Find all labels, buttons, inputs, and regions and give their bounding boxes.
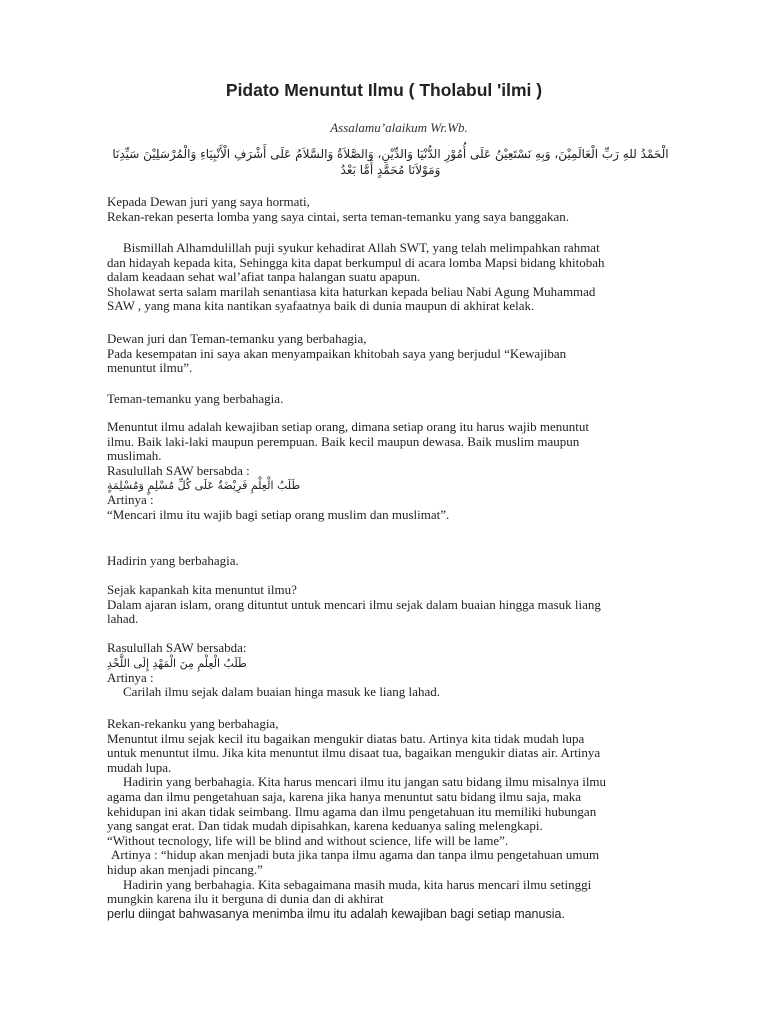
text-line: Rekan-rekanku yang berbahagia, <box>107 716 279 731</box>
text-line: Teman-temanku yang berbahagia. <box>107 391 284 406</box>
greeting-salam: Assalamu’alaikum Wr.Wb. <box>330 120 468 135</box>
text-line: mudah lupa. <box>107 759 172 775</box>
text-line: Dewan juri dan Teman-temanku yang berbahagia, <box>107 331 367 346</box>
text-line: Sholawat serta salam marilah senantiasa kita haturkan kepada beliau Nabi Agung Muhammad <box>107 283 596 299</box>
paragraph-obligation <box>107 420 672 523</box>
paragraph-address <box>107 554 672 569</box>
text-line: Rekan-rekan peserta lomba yang saya cintai, serta teman-temanku yang saya banggakan. <box>107 208 570 224</box>
text-line: menuntut ilmu”. <box>107 360 193 376</box>
text-line: hidup akan menjadi pincang.” <box>107 861 263 877</box>
paragraph-opening <box>107 241 672 314</box>
text-line: Hadirin yang berbahagia. <box>107 553 239 568</box>
text-line: Artinya : <box>107 669 154 685</box>
text-line: kehidupan ini akan tidak seimbang. Ilmu agama dan ilmu pengetahuan itu memiliki hubungan <box>107 803 597 819</box>
hadith-arabic: طَلَبُ الْعِلْمِ فَرِيْضَةٌ عَلَى كُلِّ مُسْلِمٍ وَمُسْلِمَةٍ <box>107 479 301 493</box>
text-line: untuk menuntut ilmu. Jika kita menuntut ilmu disaat tua, bagaikan mengukir diatas air. Artinya <box>107 745 601 761</box>
arabic-opening: الْحَمْدُ للهِ رَبِّ الْعَالَمِيْنَ، وَبِهِ نَسْتَعِيْنُ عَلَى أُمُوْرِ الدُّنْيَا وَالدِّيْنِ، وَالصَّلاَةُ وَالسَّلاَمُ عَلَى أَشْرَفِ الْأَنْبِيَاءِ وَالْمُرْسَلِيْنَ سَيِّدِنَا وَمَوْلاَنَا مُحَمَّدٍ أَمَّا بَعْدُ <box>112 147 669 177</box>
text-line: perlu diingat bahwasanya menimba ilmu itu adalah kewajiban bagi setiap manusia. <box>107 906 565 921</box>
paragraph-question <box>107 583 672 627</box>
paragraph-address <box>107 392 672 407</box>
text-line: SAW , yang mana kita nantikan syafaatnya baik di dunia maupun di akhirat kelak. <box>107 298 535 314</box>
text-line: Hadirin yang berbahagia. Kita sebagaimana masih muda, kita harus mencari ilmu setinggi <box>123 876 592 892</box>
text-line: Menuntut ilmu sejak kecil itu bagaikan mengukir diatas batu. Artinya kita tidak mudah lupa <box>107 730 585 746</box>
text-line: Rasulullah SAW bersabda: <box>107 640 247 655</box>
text-line: Carilah ilmu sejak dalam buaian hinga masuk ke liang lahad. <box>123 684 440 700</box>
text-line: dan hidayah kepada kita, Sehingga kita dapat berkumpul di acara lomba Mapsi bidang khitobah <box>107 254 605 270</box>
text-line: dalam keadaan sehat wal’afiat tanpa halangan suatu apapun. <box>107 269 421 285</box>
text-line: Artinya : “hidup akan menjadi buta jika tanpa ilmu agama dan tanpa ilmu pengetahuan umum <box>111 847 600 863</box>
text-line: Hadirin yang berbahagia. Kita harus mencari ilmu itu jangan satu bidang ilmu misalnya ilmu <box>123 774 607 790</box>
text-line: Pada kesempatan ini saya akan menyampaikan khitobah saya yang berjudul “Kewajiban <box>107 345 567 361</box>
text-line: Sejak kapankah kita menuntut ilmu? <box>107 582 297 597</box>
paragraph-greeting <box>107 195 672 224</box>
text-line: Kepada Dewan juri yang saya hormati, <box>107 194 310 209</box>
hadith-arabic: طَلَبُ الْعِلْمِ مِنَ الْمَهْدِ إِلَى اللَّحْدِ <box>107 656 247 670</box>
paragraph-topic <box>107 332 672 376</box>
text-line: yang sangat erat. Dan tidak mudah dipisahkan, karena keduanya saling melengkapi. <box>107 818 543 834</box>
text-line: muslimah. <box>107 448 162 464</box>
paragraph-hadith <box>107 641 672 700</box>
text-line: Menuntut ilmu adalah kewajiban setiap orang, dimana setiap orang itu harus wajib menuntut <box>107 419 589 434</box>
text-line: Rasulullah SAW bersabda : <box>107 462 250 478</box>
text-line: “Mencari ilmu itu wajib bagi setiap orang muslim dan muslimat”. <box>107 506 450 522</box>
text-line: lahad. <box>107 611 139 627</box>
paragraph-closing <box>107 717 672 921</box>
page-title: Pidato Menuntut Ilmu ( Tholabul 'ilmi ) <box>225 80 543 100</box>
text-line: mungkin karena ilu it berguna di dunia dan di akhirat <box>107 891 384 907</box>
text-line: Dalam ajaran islam, orang dituntut untuk mencari ilmu sejak dalam buaian hingga masuk liang <box>107 596 601 612</box>
text-line: ilmu. Baik laki-laki maupun perempuan. Baik kecil maupun dewasa. Baik muslim maupun <box>107 433 580 449</box>
text-line: agama dan ilmu pengetahuan saja, karena jika hanya menuntut satu bidang ilmu saja, maka <box>107 788 581 804</box>
text-line: Artinya : <box>107 492 154 508</box>
text-line: Bismillah Alhamdulillah puji syukur kehadirat Allah SWT, yang telah melimpahkan rahmat <box>123 240 600 255</box>
text-line: “Without tecnology, life will be blind and without science, life will be lame”. <box>107 832 509 848</box>
